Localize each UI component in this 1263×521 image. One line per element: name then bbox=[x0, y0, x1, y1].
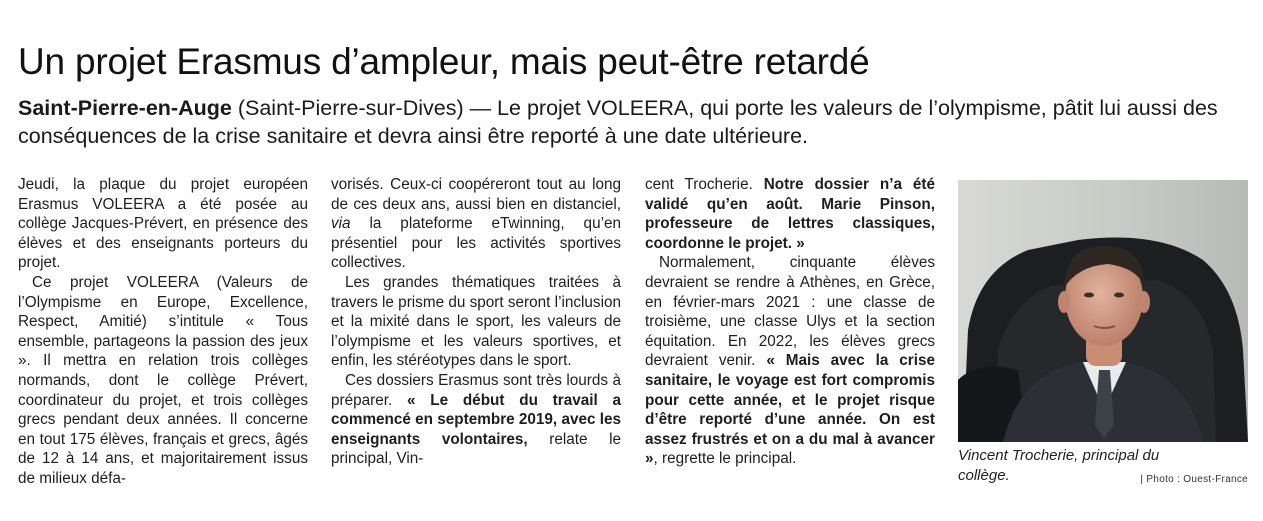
lede-place: Saint-Pierre-en-Auge bbox=[18, 96, 232, 120]
text: relate le principal, Vin- bbox=[331, 430, 621, 468]
quote: « Mais avec la crise sanitaire, le voyage est fort compromis pour cette année, et le projet risque d’être reporté d’une année. On est assez frustrés et on a du mal à avancer » bbox=[645, 352, 935, 468]
portrait-photo bbox=[958, 180, 1248, 442]
text: cent Trocherie. bbox=[645, 176, 764, 193]
quote: Notre dossier n’a été validé qu’en août. Marie Pinson, professeure de lettres classiques, coordonne le projet. » bbox=[645, 176, 935, 252]
text: la plateforme eTwinning, qu’en présentiel pour les activités sportives collectives. bbox=[331, 215, 621, 272]
paragraph bbox=[645, 175, 935, 253]
column-2 bbox=[331, 175, 621, 469]
lede bbox=[18, 94, 1248, 150]
paragraph bbox=[331, 175, 621, 273]
lede-text: (Saint-Pierre-sur-Dives) — Le projet VOLEERA, qui porte les valeurs de l’olympisme, pâtit lui aussi des conséquences de la crise sanitaire et devra ainsi être reporté à une date ultérieure. bbox=[18, 96, 1218, 148]
portrait-illustration bbox=[958, 180, 1248, 442]
paragraph bbox=[331, 371, 621, 469]
italic-text: via bbox=[331, 215, 351, 233]
text: Normalement, cinquante élèves devraient se rendre à Athènes, en Grèce, en février-mars 2021 : une classe de troisième, une classe Ulys et la section équitation. En 2022, les élèves grecs devraient venir. bbox=[645, 254, 935, 370]
headline: Un projet Erasmus d’ampleur, mais peut-être retardé bbox=[18, 41, 870, 82]
text: Ces dossiers Erasmus sont très lourds à préparer. bbox=[331, 371, 621, 409]
column-1 bbox=[18, 175, 308, 489]
paragraph: Ce projet VOLEERA (Valeurs de l’Olympisme en Europe, Excellence, Respect, Amitié) s’intitule « Tous ensemble, partageons la passion des jeux ». Il mettra en relation trois collèges normands, dont le collège Prévert, coordinateur du projet, et trois collèges grecs pendant deux années. Il concerne en tout 175 élèves, français et grecs, âgés de 12 à 14 ans, et majoritairement issus de milieux défa- bbox=[18, 273, 308, 487]
column-3 bbox=[645, 175, 935, 469]
text: vorisés. Ceux-ci coopéreront tout au long de ces deux ans, aussi bien en distanciel, bbox=[331, 176, 621, 213]
quote: « Le début du travail a commencé en septembre 2019, avec les enseignants volontaires, bbox=[331, 391, 621, 448]
paragraph: Les grandes thématiques traitées à travers le prisme du sport seront l’inclusion et la mixité dans le sport, les valeurs de l’olympisme et les valeurs sportives, et enfin, les stéréotypes dans le sport. bbox=[331, 273, 621, 370]
text: , regrette le principal. bbox=[653, 450, 797, 468]
paragraph: Jeudi, la plaque du projet européen Erasmus VOLEERA a été posée au collège Jacques-Prévert, en présence des élèves et des enseignants porteurs du projet. bbox=[18, 176, 308, 272]
photo-caption: Vincent Trocherie, principal du collège. bbox=[958, 447, 1160, 484]
photo-credit: | Photo : Ouest-France bbox=[1140, 474, 1248, 485]
paragraph bbox=[645, 253, 935, 469]
